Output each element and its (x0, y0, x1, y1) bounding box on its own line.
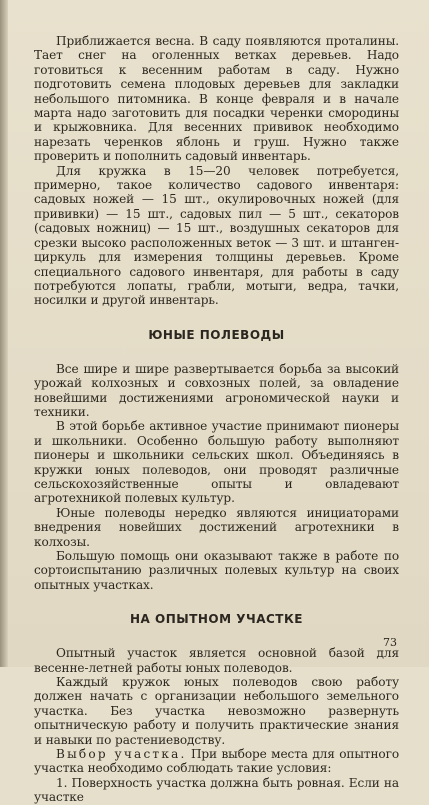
paragraph-plot-organization: Каждый кружок юных полеводов свою работу должен начать с организации небольшого земельного участка. Без участка невозможно развернуть опытническую работу и получить практические знания и навыки по растениеводству. (34, 675, 399, 747)
paragraph-pioneers: В этой борьбе активное участие принимают пионеры и школьники. Особенно большую работу выполняют пионеры и школьники сельских школ. Объединяясь в кружки юных полеводов, они проводят различные сельскохозяйственные опыты и овладевают агротехникой полевых культур. (34, 419, 399, 506)
section-heading-young-field-growers: ЮНЫЕ ПОЛЕВОДЫ (148, 327, 285, 342)
paragraph-plot-base: Опытный участок является основной базой для весенне-летней работы юных полеводов. (34, 646, 399, 675)
paragraph-variety-testing: Большую помощь они оказывают также в работе по сортоиспытанию различных полевых культур на своих опытных участках. (34, 549, 399, 592)
page-number: 73 (383, 636, 397, 649)
plot-choice-label: Выбор участка. (56, 747, 187, 762)
paragraph-initiators: Юные полеводы нередко являются инициаторами внедрения новейших достижений агротехники в колхозы. (34, 505, 399, 549)
paragraph-inventory: Для кружка в 15—20 человек потребуется, примерно, такое количество садового инвентаря: садовых ножей — 15 шт., окулировочных ножей (для прививки) — 15 шт., садовых пил — 5 шт., секаторов (садовых ножниц) — 15 шт., воздушных секаторов для срезки высоко расположенных веток — 3 шт. и штанген-циркуль для измерения толщины деревьев. Кроме специального садового инвентаря, для работы в саду потребуются лопаты, грабли, мотыги, ведра, тачки, носилки и другой инвентарь. (34, 163, 399, 308)
paragraph-spring: Приближается весна. В саду появляются проталины. Тает снег на оголенных ветках деревьев. Надо готовиться к весенним работам в саду. Нужно подготовить семена плодовых деревьев для закладки небольшого питомника. В конце февраля и в начале марта надо заготовить для посадки черенки смородины и крыжовника. Для весенних прививок необходимо нарезать черенков яблонь и груш. Нужно также проверить и пополнить садовый инвентарь. (34, 34, 399, 164)
plot-choice-text: При выборе места для опытного участка необходимо соблюдать такие условия: (34, 747, 400, 776)
paragraph-plot-choice (34, 747, 399, 776)
section-heading-experimental-plot: НА ОПЫТНОМ УЧАСТКЕ (130, 612, 303, 627)
paragraph-condition-1: 1. Поверхность участка должна быть ровная. Если на участке (34, 775, 399, 805)
paragraph-harvest-struggle: Все шире и шире развертывается борьба за высокий урожай колхозных и совхозных полей, за овладение новейшими достижениями агрономической науки и техники. (34, 361, 399, 419)
